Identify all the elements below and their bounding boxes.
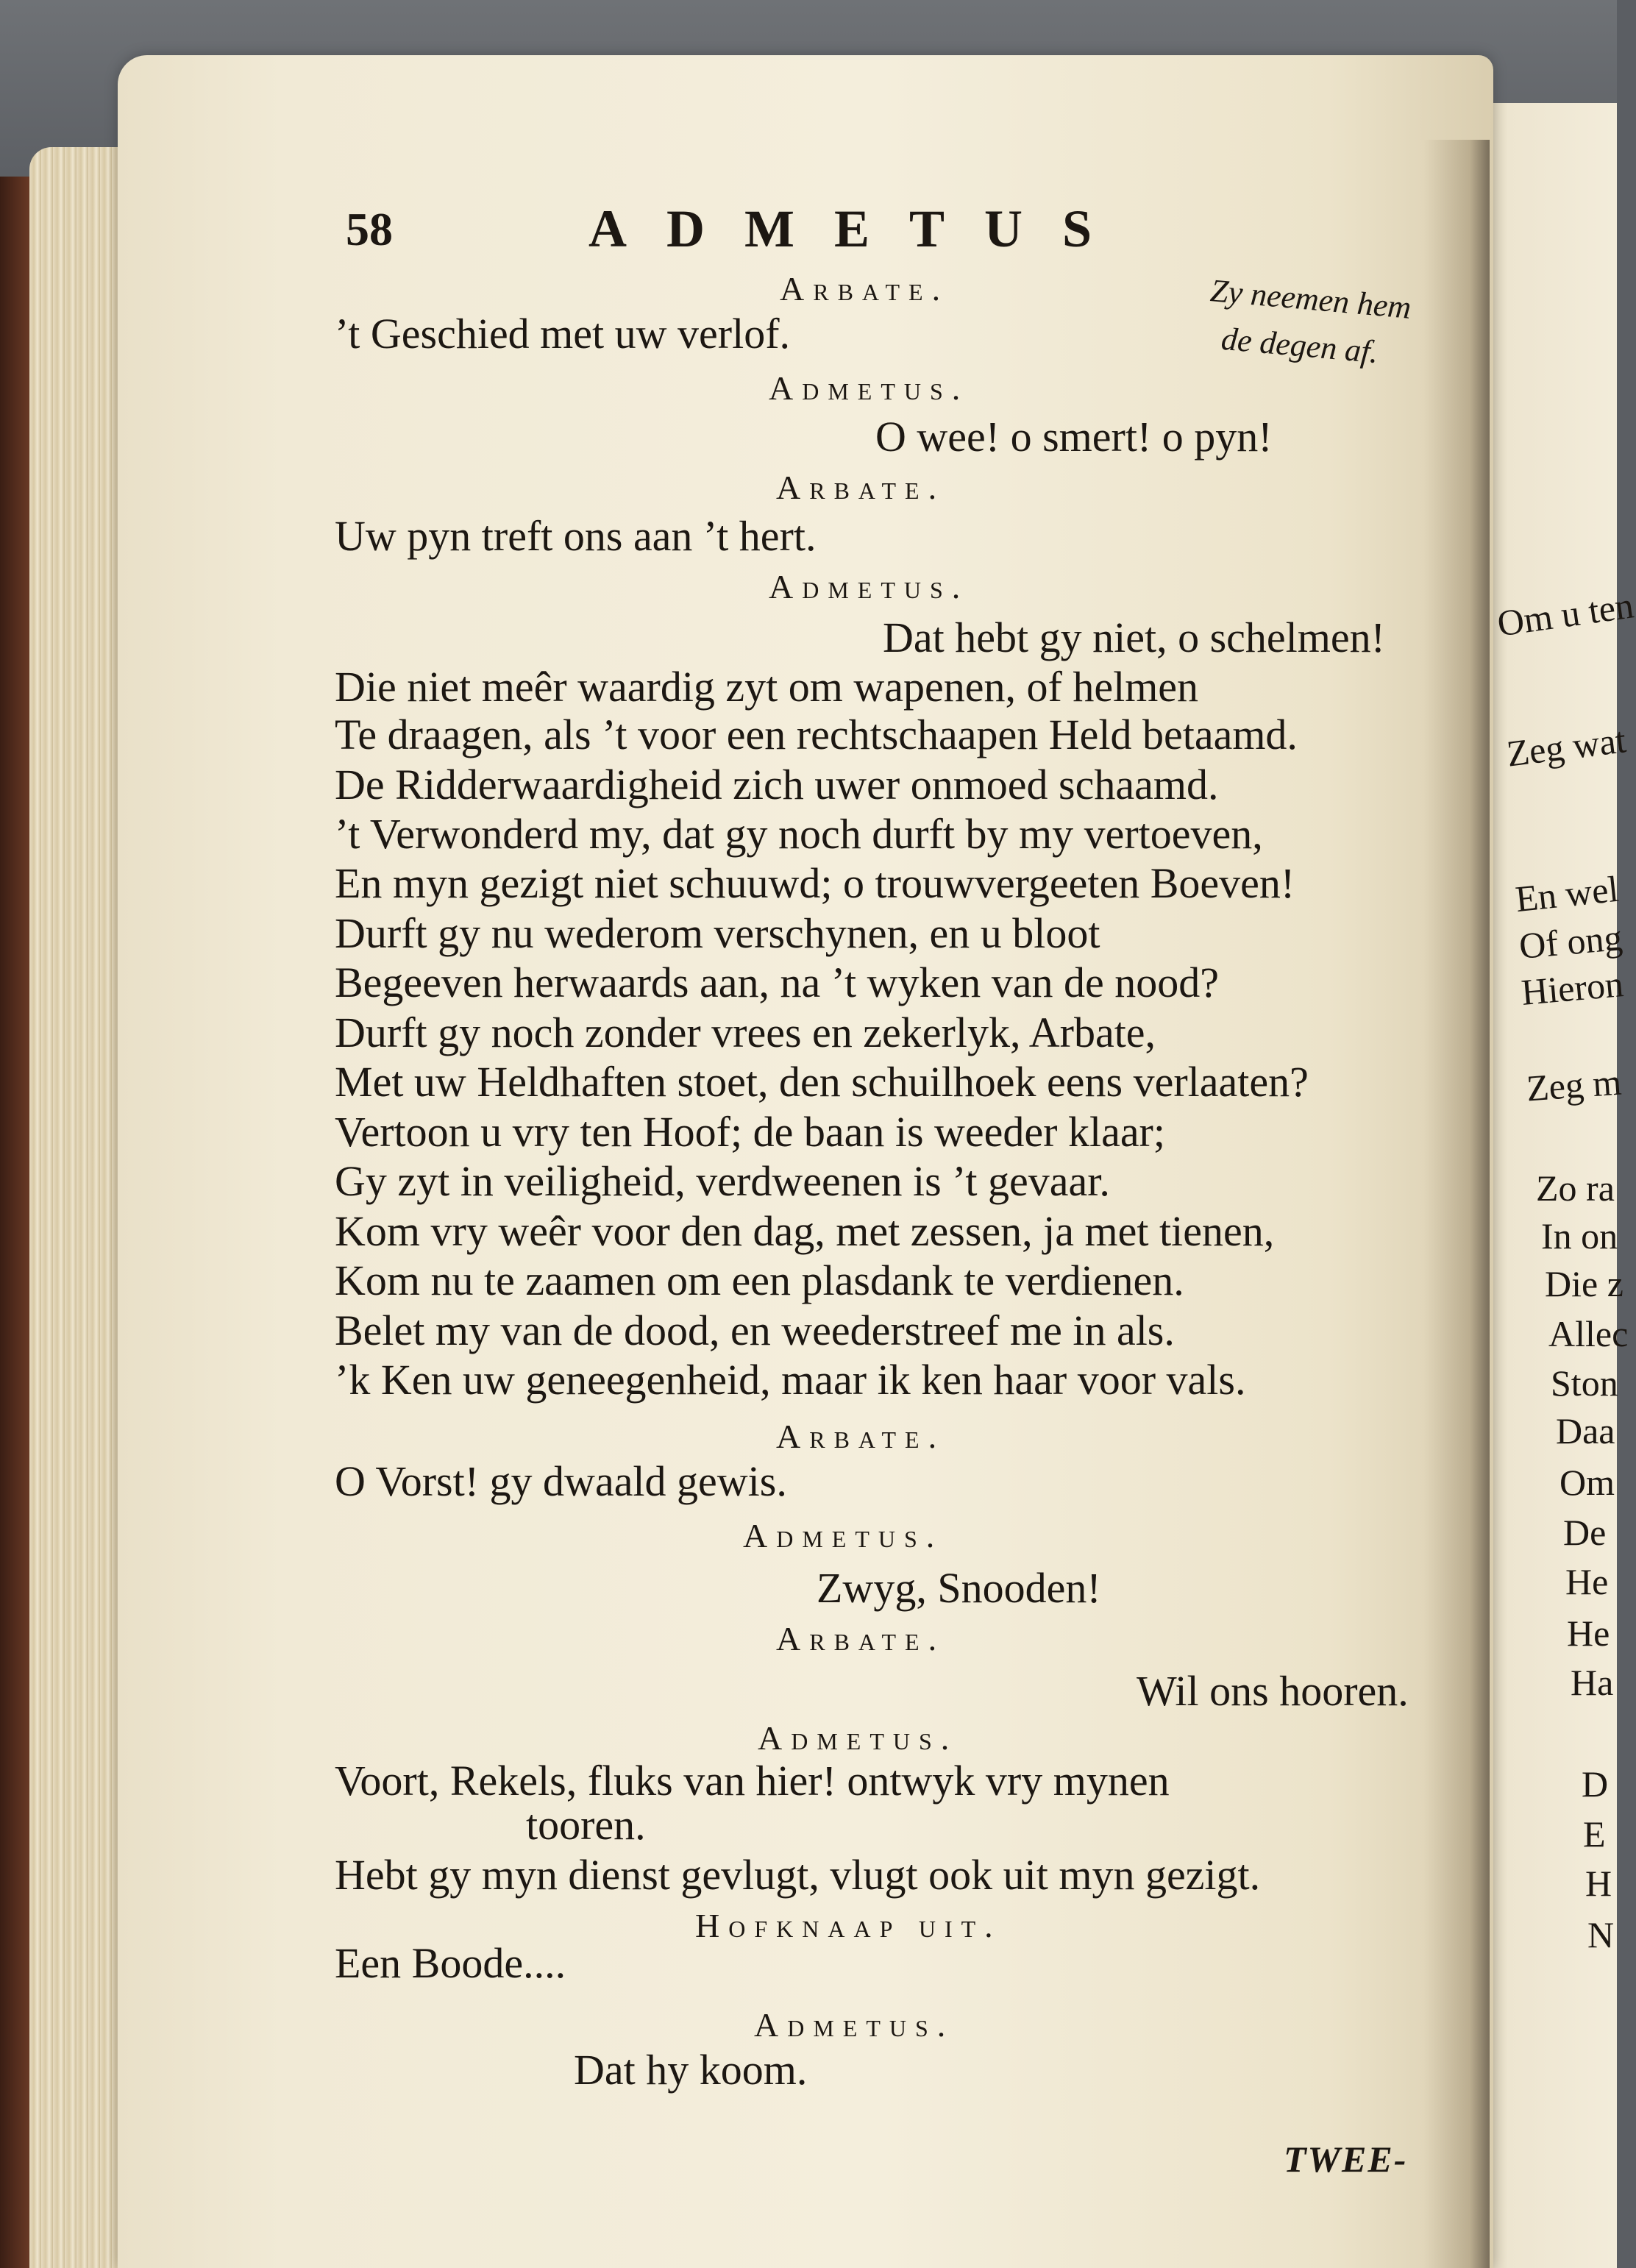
facing-page-fragment: N	[1587, 1914, 1615, 1955]
facing-page-fragment: Hieron	[1519, 963, 1626, 1013]
speaker-name: Admetus.	[743, 1517, 944, 1554]
facing-page-fragment: H	[1585, 1863, 1612, 1904]
facing-page-fragment: Zo ra	[1536, 1167, 1615, 1209]
facing-page-fragment: Daa	[1556, 1410, 1615, 1451]
verse-line: ’t Geschied met uw verlof.	[335, 310, 791, 358]
stage-direction-note-line-2: de degen af.	[1220, 320, 1380, 371]
speaker-name: Arbate.	[776, 469, 946, 506]
speaker-name: Arbate.	[776, 1418, 946, 1455]
running-head: ADMETUS	[588, 199, 1132, 258]
stage-direction-note-line-1: Zy neemen hem	[1209, 272, 1413, 326]
speaker-name: Admetus.	[754, 2006, 955, 2044]
facing-page-fragment: Ha	[1571, 1662, 1614, 1703]
verse-line: Vertoon u vry ten Hoof; de baan is weeder klaar;	[335, 1108, 1165, 1156]
verse-line: O wee! o smert! o pyn!	[875, 413, 1273, 461]
facing-page-fragment: Of ong	[1517, 916, 1624, 967]
facing-page-fragment: Om u ten	[1495, 584, 1636, 644]
verse-line: Zwyg, Snooden!	[817, 1564, 1101, 1612]
verse-line: Belet my van de dood, en weederstreef me in als.	[335, 1307, 1175, 1354]
verse-line: En myn gezigt niet schuuwd; o trouwvergeeten Boeven!	[335, 859, 1295, 907]
speaker-name: Hofknaap uit.	[695, 1907, 1002, 1944]
speaker-name: Admetus.	[769, 369, 970, 407]
facing-page-fragment: Ston	[1551, 1362, 1618, 1404]
verse-line: Gy zyt in veiligheid, verdweenen is ’t gevaar.	[335, 1157, 1110, 1205]
facing-page-fragment: Om	[1559, 1462, 1615, 1503]
verse-line: Begeeven herwaards aan, na ’t wyken van de nood?	[335, 959, 1219, 1006]
facing-page-fragment: He	[1567, 1613, 1610, 1654]
facing-page-fragment: He	[1565, 1561, 1609, 1602]
verse-line: De Ridderwaardigheid zich uwer onmoed schaamd.	[335, 761, 1219, 808]
facing-page-fragment: Zeg wat	[1504, 719, 1629, 775]
verse-line: ’k Ken uw geneegenheid, maar ik ken haar voor vals.	[335, 1356, 1246, 1404]
facing-page-fragment: De	[1563, 1512, 1607, 1553]
speaker-name: Arbate.	[776, 1620, 946, 1657]
verse-line: tooren.	[526, 1801, 646, 1849]
book-gutter	[1423, 140, 1490, 2268]
verse-line: Durft gy noch zonder vrees en zekerlyk, Arbate,	[335, 1009, 1156, 1056]
verse-line: Dat hebt gy niet, o schelmen!	[883, 614, 1385, 661]
verse-line: Met uw Heldhaften stoet, den schuilhoek eens verlaaten?	[335, 1058, 1309, 1106]
verse-line: Een Boode....	[335, 1939, 566, 1987]
facing-page-fragment: En wel	[1513, 867, 1621, 920]
speaker-name: Arbate.	[780, 270, 950, 308]
verse-line: Te draagen, als ’t voor een rechtschaapen Held betaamd.	[335, 711, 1298, 758]
facing-page-fragment: Die z	[1545, 1263, 1623, 1304]
facing-page-fragment: E	[1583, 1813, 1606, 1855]
speaker-name: Admetus.	[769, 568, 970, 605]
verse-line: Dat hy koom.	[574, 2046, 808, 2094]
verse-line: Uw pyn treft ons aan ’t hert.	[335, 512, 817, 560]
verse-line: Hebt gy myn dienst gevlugt, vlugt ook uit myn gezigt.	[335, 1851, 1261, 1899]
verse-line: Voort, Rekels, fluks van hier! ontwyk vry mynen	[335, 1757, 1170, 1805]
verse-line: Wil ons hooren.	[1137, 1667, 1409, 1715]
facing-page-fragment: Zeg m	[1525, 1061, 1623, 1109]
speaker-name: Admetus.	[758, 1719, 959, 1757]
verse-line: ’t Verwonderd my, dat gy noch durft by my vertoeven,	[335, 810, 1263, 858]
verse-line: Durft gy nu wederom verschynen, en u bloot	[335, 909, 1100, 957]
page-number: 58	[346, 203, 393, 255]
facing-page-fragment: In on	[1541, 1215, 1618, 1256]
verse-line: Kom vry weêr voor den dag, met zessen, ja met tienen,	[335, 1207, 1275, 1255]
verse-line: Die niet meêr waardig zyt om wapenen, of helmen	[335, 663, 1199, 711]
catchword: TWEE-	[1284, 2139, 1408, 2180]
facing-page-fragment: Allec	[1548, 1313, 1629, 1354]
verse-line: O Vorst! gy dwaald gewis.	[335, 1457, 787, 1505]
verse-line: Kom nu te zaamen om een plasdank te verdienen.	[335, 1256, 1184, 1304]
facing-page-fragment: D	[1582, 1763, 1609, 1805]
